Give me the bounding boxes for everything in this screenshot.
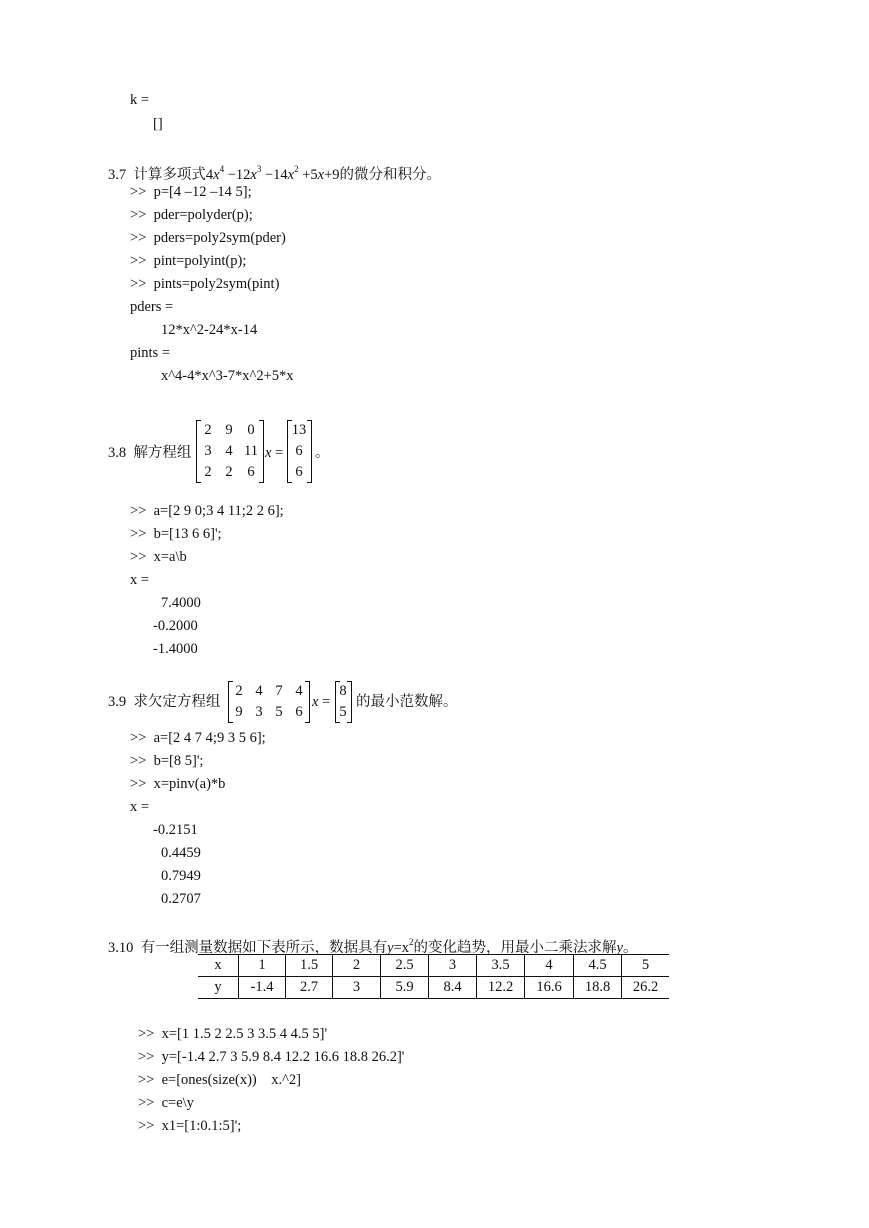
problem-3-7-heading (108, 160, 441, 184)
problem-text-suffix: 的最小范数解。 (356, 694, 458, 710)
table-cell: 4.5 (574, 955, 622, 977)
problem-text-suffix: 的微分和积分。 (339, 167, 441, 183)
output-value: 0.7949 (161, 868, 201, 884)
code-line: >> x1=[1:0.1:5]'; (138, 1118, 242, 1134)
code-line: >> c=e\y (138, 1095, 194, 1111)
output-value: 0.2707 (161, 891, 201, 907)
table-cell: 18.8 (574, 977, 622, 999)
unknown-x: x (265, 445, 272, 461)
table-header-x: x (198, 955, 239, 977)
table-cell: 3 (333, 977, 381, 999)
code-line: >> a=[2 9 0;3 4 11;2 2 6]; (130, 503, 284, 519)
table-row-x (198, 955, 669, 977)
problem-number: 3.10 (108, 940, 134, 956)
unknown-x: x (312, 694, 319, 710)
output-label: x = (130, 572, 150, 588)
table-cell: 2.5 (381, 955, 429, 977)
problem-3-10-heading: 3.10 有一组测量数据如下表所示，数据具有$y=x^2$的变化趋势，用最小二乘法求解y。 (108, 937, 638, 956)
code-line: >> pints=poly2sym(pint) (130, 276, 280, 292)
code-line: >> x=pinv(a)*b (130, 776, 226, 792)
table-cell: -1.4 (239, 977, 286, 999)
code-line: >> y=[-1.4 2.7 3 5.9 8.4 12.2 16.6 18.8 26.2]' (138, 1049, 405, 1065)
equals-sign: = (322, 694, 331, 710)
code-line: >> b=[13 6 6]'; (130, 526, 222, 542)
problem-text: 解方程组 (133, 445, 192, 461)
table-cell: 5 (622, 955, 670, 977)
table-cell: 3 (429, 955, 477, 977)
code-line: >> pder=polyder(p); (130, 207, 253, 223)
output-label: pints = (130, 345, 171, 361)
output-label: pders = (130, 299, 174, 315)
equals-sign: = (275, 445, 284, 461)
coefficient-matrix: 2 9 0 3 4 11 2 2 6 (196, 420, 264, 483)
table-cell: 3.5 (477, 955, 525, 977)
table-cell: 26.2 (622, 977, 670, 999)
output-value: 0.4459 (161, 845, 201, 861)
output-value: 12*x^2-24*x-14 (161, 322, 258, 338)
problem-3-8-heading (108, 444, 191, 462)
output-value: -0.2151 (153, 822, 198, 838)
code-line: >> x=a\b (130, 549, 187, 565)
table-cell: 8.4 (429, 977, 477, 999)
output-value: -1.4000 (153, 641, 198, 657)
table-row-y (198, 977, 669, 999)
code-line: >> pint=polyint(p); (130, 253, 247, 269)
problem-number: 3.8 (108, 445, 127, 461)
table-cell: 1.5 (286, 955, 333, 977)
problem-number: 3.9 (108, 694, 127, 710)
table-cell: 12.2 (477, 977, 525, 999)
table-cell: 2.7 (286, 977, 333, 999)
constant-vector: 13 6 6 (287, 420, 312, 483)
polynomial: $4x^4 -12x^3 -14x^2 +5x+9$ (205, 164, 340, 183)
table-cell: 4 (525, 955, 574, 977)
problem-text: 求欠定方程组 (133, 694, 221, 710)
problem-text: 计算多项式 (133, 167, 206, 183)
output-value: -0.2000 (153, 618, 198, 634)
k-empty-value: [] (153, 116, 163, 132)
code-line: >> pders=poly2sym(pder) (130, 230, 286, 246)
output-value: 7.4000 (161, 595, 201, 611)
code-line: >> e=[ones(size(x)) x.^2] (138, 1072, 301, 1088)
output-value: x^4-4*x^3-7*x^2+5*x (161, 368, 294, 384)
table-cell: 1 (239, 955, 286, 977)
code-line: >> x=[1 1.5 2 2.5 3 3.5 4 4.5 5]' (138, 1026, 328, 1042)
period: 。 (315, 445, 330, 461)
coefficient-matrix: 2 4 7 4 9 3 5 6 (228, 681, 310, 723)
code-line: >> a=[2 4 7 4;9 3 5 6]; (130, 730, 266, 746)
table-cell: 5.9 (381, 977, 429, 999)
problem-text: 有一组测量数据如下表所示，数据具有 (140, 940, 388, 956)
constant-vector: 8 5 (335, 681, 352, 723)
code-line: >> p=[4 –12 –14 5]; (130, 184, 252, 200)
output-label: x = (130, 799, 150, 815)
problem-number: 3.7 (108, 167, 127, 183)
table-cell: 16.6 (525, 977, 574, 999)
measurement-table (198, 954, 669, 999)
table-header-y: y (198, 977, 239, 999)
table-cell: 2 (333, 955, 381, 977)
code-line: >> b=[8 5]'; (130, 753, 204, 769)
problem-3-9-heading (108, 693, 220, 711)
k-output-label: k = (130, 92, 150, 108)
